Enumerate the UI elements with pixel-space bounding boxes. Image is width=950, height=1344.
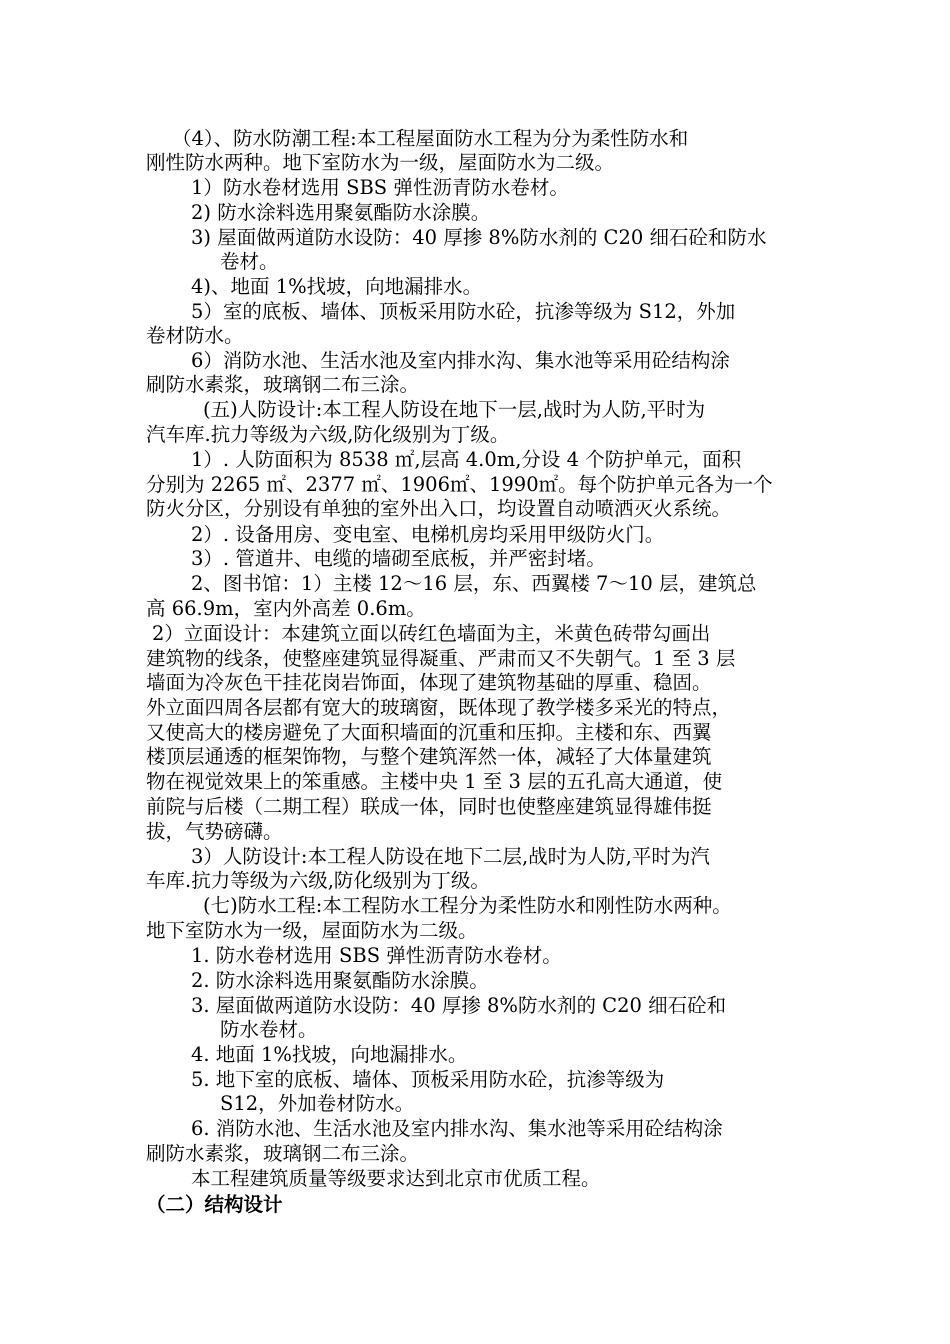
text-line: 车库.抗力等级为六级,防化级别为丁级。 [146, 869, 490, 892]
text-line: 6. 消防水池、生活水池及室内排水沟、集水池等采用砼结构涂 [191, 1117, 723, 1140]
text-line: 3）人防设计:本工程人防设在地下二层,战时为人防,平时为汽 [191, 845, 710, 868]
text-line: （4）、防水防潮工程:本工程屋面防水工程为分为柔性防水和 [172, 127, 689, 150]
text-line: 3) 屋面做两道防水设防：40 厚掺 8%防水剂的 C20 细石砼和防水 [191, 226, 767, 249]
text-line: (七)防水工程:本工程防水工程分为柔性防水和刚性防水两种。 [203, 894, 732, 917]
text-line: 又使高大的楼房避免了大面积墙面的沉重和压抑。主楼和东、西翼 [146, 721, 712, 744]
text-line: 3）. 管道井、电缆的墙砌至底板，并严密封堵。 [191, 547, 606, 570]
text-line: 墙面为冷灰色干挂花岗岩饰面，体现了建筑物基础的厚重、稳固。 [146, 671, 712, 694]
text-line: 物在视觉效果上的笨重感。主楼中央 1 至 3 层的五孔高大通道，使 [146, 770, 723, 793]
text-line: 卷材。 [220, 250, 279, 273]
text-line: 地下室防水为一级，屋面防水为二级。 [146, 919, 478, 942]
text-line: 2. 防水涂料选用聚氨酯防水涂膜。 [191, 969, 489, 992]
text-line: 1）防水卷材选用 SBS 弹性沥青防水卷材。 [191, 176, 569, 199]
text-line: 5. 地下室的底板、墙体、顶板采用防水砼，抗渗等级为 [191, 1068, 665, 1091]
text-line: 建筑物的线条，使整座建筑显得凝重、严肃而又不失朝气。1 至 3 层 [146, 647, 736, 670]
text-line: 分别为 2265 ㎡、2377 ㎡、1906㎡、1990㎡。每个防护单元各为一个 [146, 473, 773, 496]
section-heading: （二）结构设计 [146, 1193, 283, 1216]
text-line: 防火分区，分别设有单独的室外出入口，均设置自动喷洒灭火系统。 [146, 497, 732, 520]
text-line: 2) 防水涂料选用聚氨酯防水涂膜。 [191, 201, 491, 224]
text-line: 4)、地面 1%找坡，向地漏排水。 [191, 275, 483, 298]
text-line: 2）. 设备用房、变电室、电梯机房均采用甲级防火门。 [191, 523, 665, 546]
text-line: 拔，气势磅礴。 [146, 820, 283, 843]
text-line: 卷材防水。 [146, 324, 244, 347]
text-line: 1）. 人防面积为 8538 ㎡,层高 4.0m,分设 4 个防护单元，面积 [191, 448, 742, 471]
text-line: 5）室的底板、墙体、顶板采用防水砼，抗渗等级为 S12，外加 [191, 300, 736, 323]
text-line: 2、图书馆：1）主楼 12～16 层，东、西翼楼 7～10 层，建筑总 [191, 572, 757, 595]
text-line: 前院与后楼（二期工程）联成一体，同时也使整座建筑显得雄伟挺 [146, 795, 712, 818]
text-line: S12，外加卷材防水。 [220, 1092, 415, 1115]
text-line: 6）消防水池、生活水池及室内排水沟、集水池等采用砼结构涂 [191, 349, 730, 372]
text-line: 刷防水素浆，玻璃钢二布三涂。 [146, 1142, 420, 1165]
text-line: 刷防水素浆，玻璃钢二布三涂。 [146, 373, 420, 396]
text-line: 防水卷材。 [220, 1018, 318, 1041]
text-line: 3. 屋面做两道防水设防：40 厚掺 8%防水剂的 C20 细石砼和 [191, 994, 727, 1017]
text-line: (五)人防设计:本工程人防设在地下一层,战时为人防,平时为 [203, 398, 706, 421]
text-line: 楼顶层通透的框架饰物，与整个建筑浑然一体，减轻了大体量建筑 [146, 745, 712, 768]
text-line: 外立面四周各层都有宽大的玻璃窗，既体现了教学楼多采光的特点， [146, 696, 732, 719]
text-line: 汽车库.抗力等级为六级,防化级别为丁级。 [146, 423, 510, 446]
text-line: 高 66.9m，室内外高差 0.6m。 [146, 597, 426, 620]
text-line: 2）立面设计：本建筑立面以砖红色墙面为主，米黄色砖带勾画出 [152, 622, 711, 645]
text-line: 刚性防水两种。地下室防水为一级，屋面防水为二级。 [146, 151, 615, 174]
text-line: 4. 地面 1%找坡，向地漏排水。 [191, 1043, 468, 1066]
text-line: 本工程建筑质量等级要求达到北京市优质工程。 [191, 1167, 601, 1190]
text-line: 1. 防水卷材选用 SBS 弹性沥青防水卷材。 [191, 944, 562, 967]
